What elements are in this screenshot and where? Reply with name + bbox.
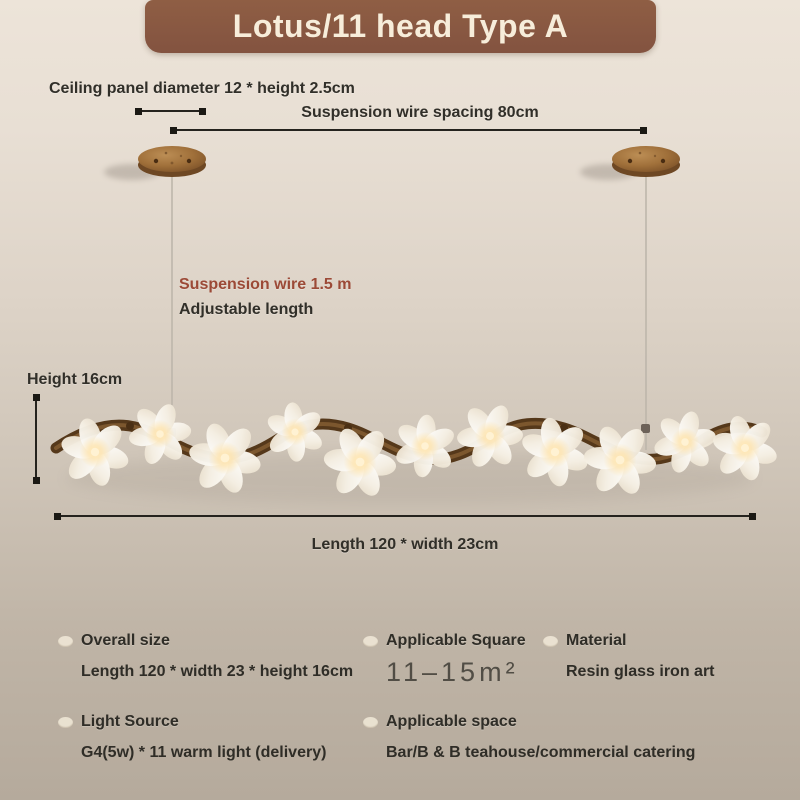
bullet-icon [543,636,558,647]
bullet-icon [58,717,73,728]
spec-overall-size [58,632,353,681]
spec-value: G4(5w) * 11 warm light (delivery) [81,744,327,761]
measure-endpoint-icon [640,127,647,134]
spec-applicable-space [363,713,695,762]
adjustable-length-label: Adjustable length [179,301,314,318]
height-label: Height 16cm [27,371,123,388]
ceiling-panel-label: Ceiling panel diameter 12 * height 2.5cm [49,80,355,97]
measure-endpoint-icon [33,394,40,401]
measure-endpoint-icon [749,513,756,520]
ceiling-panel-measure-line [137,110,204,112]
wire-spacing-label: Suspension wire spacing 80cm [301,104,539,121]
bullet-icon [363,636,378,647]
ceiling-mount-left [138,146,206,177]
length-label: Length 120 * width 23cm [311,536,499,553]
spec-label: Material [566,632,627,649]
measure-endpoint-icon [199,108,206,115]
measure-endpoint-icon [54,513,61,520]
height-measure-line [35,396,37,482]
measure-endpoint-icon [135,108,142,115]
spec-label: Overall size [81,632,170,649]
spec-label: Applicable space [386,713,517,730]
spec-label: Applicable Square [386,632,526,649]
bullet-icon [58,636,73,647]
suspension-wire-label: Suspension wire 1.5 m [179,276,352,293]
spec-applicable-square [363,632,526,688]
spec-value: 11–15m² [386,657,519,687]
spec-light-source [58,713,326,762]
ceiling-mount-right [612,146,680,177]
spec-value: Length 120 * width 23 * height 16cm [81,663,354,680]
bullet-icon [363,717,378,728]
spec-material [543,632,715,681]
title-banner [145,0,656,53]
product-title: Lotus/11 head Type A [232,8,569,44]
spec-value: Bar/B & B teahouse/commercial catering [386,744,696,761]
measure-endpoint-icon [33,477,40,484]
wire-spacing-measure-line [172,129,645,131]
spec-value: Resin glass iron art [566,663,715,680]
measure-endpoint-icon [170,127,177,134]
length-measure-line [56,515,754,517]
spec-label: Light Source [81,713,179,730]
